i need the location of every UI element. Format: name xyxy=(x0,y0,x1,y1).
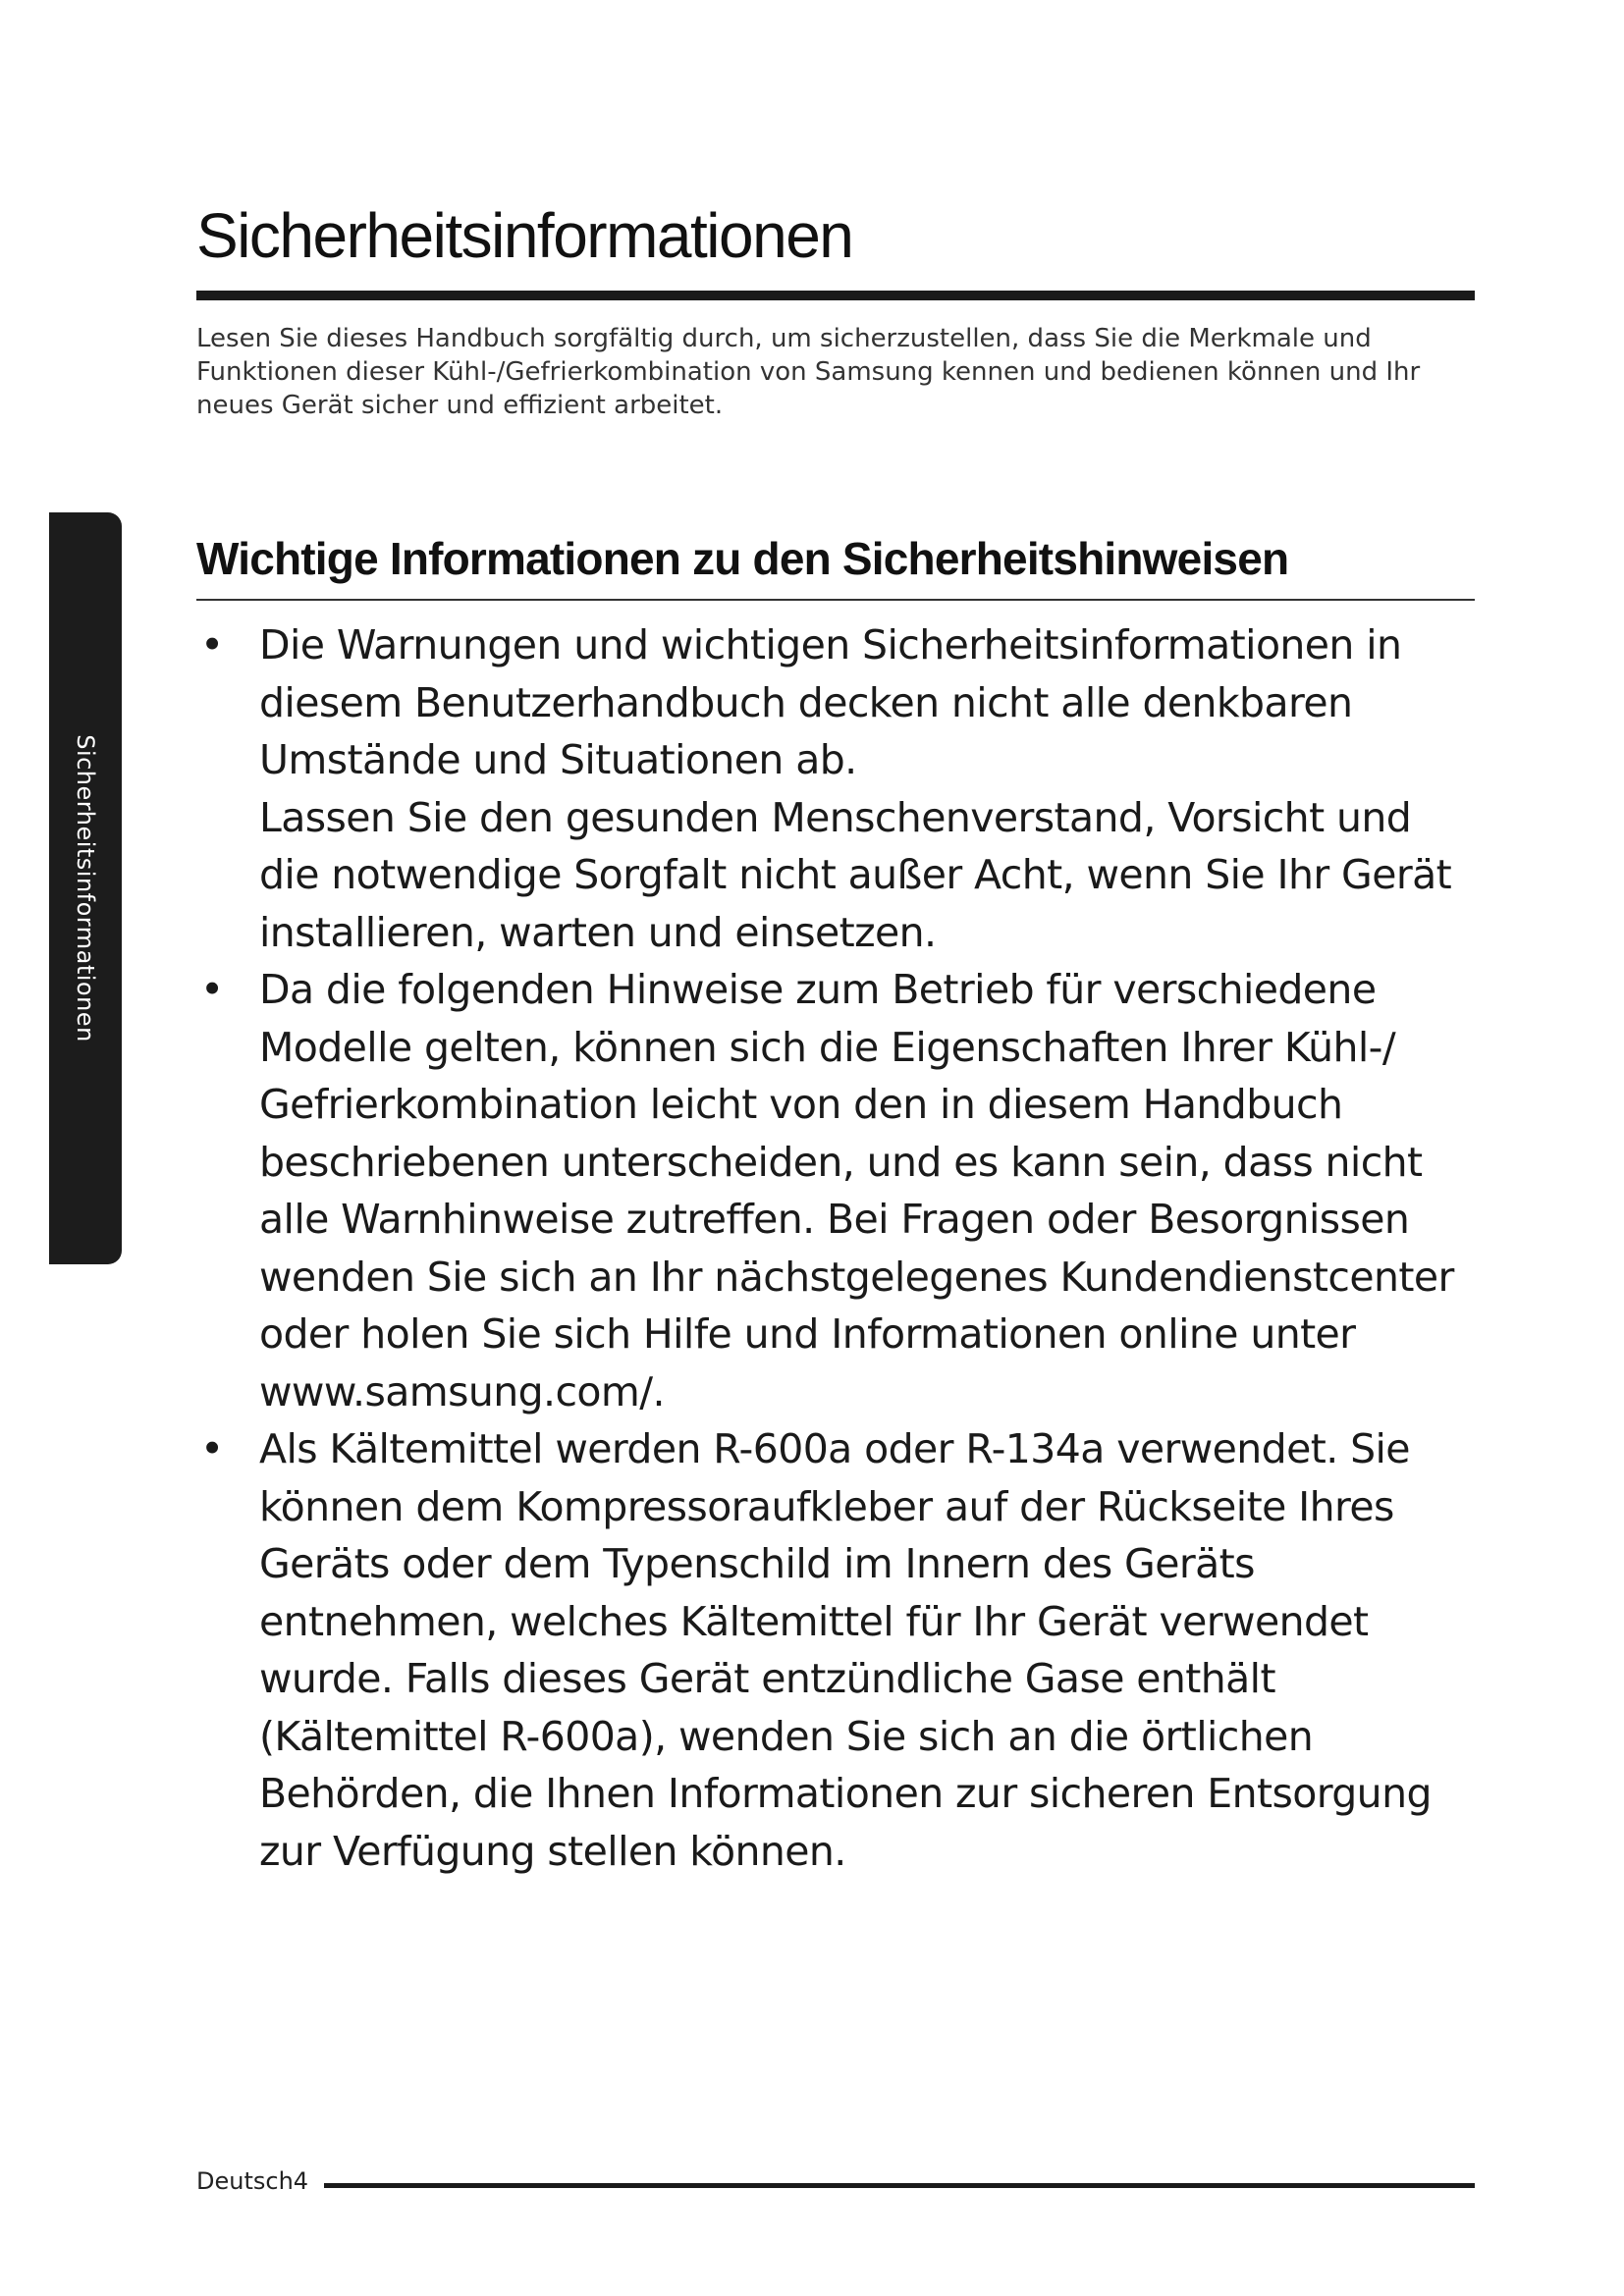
footer-divider xyxy=(324,2183,1475,2188)
intro-paragraph: Lesen Sie dieses Handbuch sorgfältig durch, um sicherzustellen, dass Sie die Merkmale und Funktionen dieser Kühl-/Gefrierkombination von Samsung kennen und bedienen können und Ihr neues Gerät sicher und effizient arbeitet. xyxy=(196,324,1421,420)
list-item xyxy=(196,616,1473,961)
list-item-text: Die Warnungen und wichtigen Sicherheitsinformationen in diesem Benutzerhandbuch decken nicht alle denkbaren Umstände und Situationen ab. xyxy=(259,621,1402,783)
list-item-text: Da die folgenden Hinweise zum Betrieb für verschiedene Modelle gelten, können sich die Eigenschaften Ihrer Kühl-/ Gefrierkombination leicht von den in diesem Handbuch beschriebenen unterscheiden, und es kann sein, dass nicht alle Warnhinweise zutreffen. Bei Fragen oder Besorgnissen wenden Sie sich an Ihr nächstgelegenes Kundendienstcenter oder holen Sie sich Hilfe und Informationen online unter www.samsung.com/. xyxy=(259,966,1454,1415)
safety-notes-list xyxy=(196,616,1473,1880)
list-item xyxy=(196,961,1473,1420)
list-item-text-continued: Lassen Sie den gesunden Menschenverstand, Vorsicht und die notwendige Sorgfalt nicht außer Acht, wenn Sie Ihr Gerät installieren, warten und einsetzen. xyxy=(259,793,1452,956)
bullet-icon: • xyxy=(200,1425,224,1472)
list-item-text: Als Kältemittel werden R-600a oder R-134a verwendet. Sie können dem Kompressoraufkleber auf der Rückseite Ihres Geräts oder dem Typenschild im Innern des Geräts entnehmen, welches Kältemittel für Ihr Gerät verwendet wurde. Falls dieses Gerät entzündliche Gase enthält (Kältemittel R-600a), wenden Sie sich an die örtlichen Behörden, die Ihnen Informationen zur sicheren Entsorgung zur Verfügung stellen können. xyxy=(259,1425,1432,1875)
section-title: Wichtige Informationen zu den Sicherheitshinweisen xyxy=(196,533,1289,584)
title-divider xyxy=(196,291,1475,300)
bullet-icon: • xyxy=(200,621,224,668)
bullet-icon: • xyxy=(200,966,224,1013)
side-tab xyxy=(49,512,122,1264)
page-title: Sicherheitsinformationen xyxy=(196,200,853,271)
section-divider xyxy=(196,599,1475,601)
list-item xyxy=(196,1420,1473,1880)
page-number: Deutsch4 xyxy=(196,2167,309,2195)
side-tab-label: Sicherheitsinformationen xyxy=(72,734,99,1042)
